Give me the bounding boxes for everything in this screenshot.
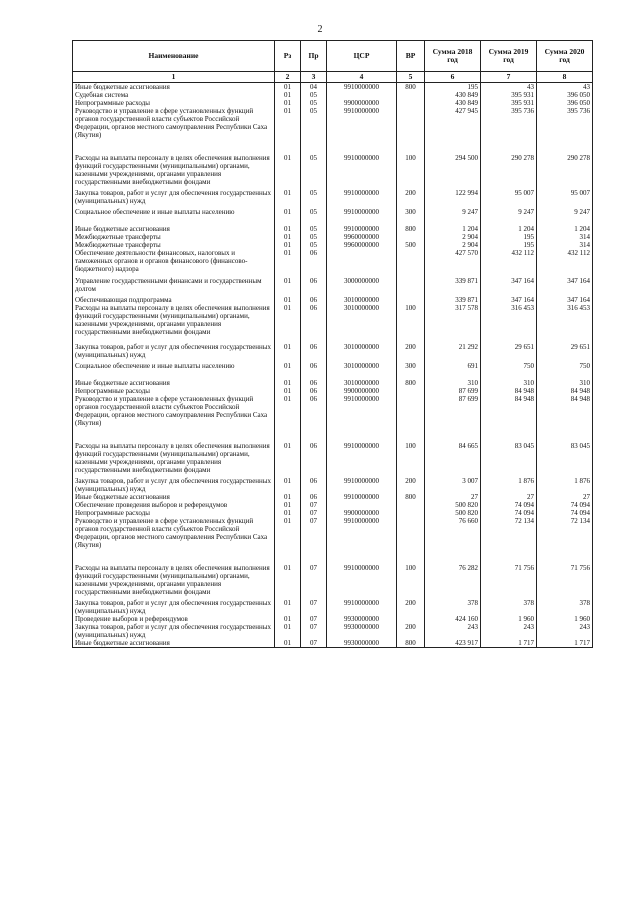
row-name: Закупка товаров, работ и услуг для обеспечения государственных (муниципальных) нужд bbox=[73, 623, 275, 639]
row-sum-2020: 84 948 bbox=[537, 387, 593, 395]
row-csr: 9910000000 bbox=[327, 208, 397, 225]
row-sum-2019: 1 204 bbox=[481, 225, 537, 233]
row-pr: 06 bbox=[301, 304, 327, 343]
row-name: Социальное обеспечение и иные выплаты населению bbox=[73, 362, 275, 379]
row-sum-2020: 396 050 bbox=[537, 91, 593, 99]
row-vr bbox=[397, 395, 425, 442]
row-rz: 01 bbox=[275, 189, 301, 208]
column-number: 1 bbox=[73, 72, 275, 83]
table-row bbox=[73, 189, 593, 208]
row-sum-2018: 339 871 bbox=[425, 277, 481, 296]
row-csr: 9910000000 bbox=[327, 493, 397, 501]
row-csr: 9930000000 bbox=[327, 615, 397, 623]
row-sum-2018: 294 500 bbox=[425, 154, 481, 189]
row-pr: 05 bbox=[301, 99, 327, 107]
row-sum-2020: 314 bbox=[537, 233, 593, 241]
row-sum-2019: 316 453 bbox=[481, 304, 537, 343]
row-sum-2018: 1 204 bbox=[425, 225, 481, 233]
row-csr: 3000000000 bbox=[327, 277, 397, 296]
row-sum-2018: 27 bbox=[425, 493, 481, 501]
row-sum-2019: 72 134 bbox=[481, 517, 537, 564]
row-sum-2020: 1 717 bbox=[537, 639, 593, 648]
row-csr: 9910000000 bbox=[327, 517, 397, 564]
row-rz: 01 bbox=[275, 249, 301, 277]
row-rz: 01 bbox=[275, 277, 301, 296]
row-vr bbox=[397, 387, 425, 395]
row-name: Расходы на выплаты персоналу в целях обеспечения выполнения функций государственными (муниципальными) органами, казенными учреждениями, органами управления государственными внебюджетными фондами bbox=[73, 304, 275, 343]
row-sum-2019: 83 045 bbox=[481, 442, 537, 477]
row-vr: 200 bbox=[397, 343, 425, 362]
table-row bbox=[73, 599, 593, 615]
row-sum-2019: 43 bbox=[481, 83, 537, 92]
row-sum-2020: 27 bbox=[537, 493, 593, 501]
row-sum-2020: 750 bbox=[537, 362, 593, 379]
table-row bbox=[73, 639, 593, 648]
row-name: Расходы на выплаты персоналу в целях обеспечения выполнения функций государственными (муниципальными) органами, казенными учреждениями, органами управления государственными внебюджетными фондами bbox=[73, 564, 275, 599]
table-row bbox=[73, 509, 593, 517]
row-sum-2020: 29 651 bbox=[537, 343, 593, 362]
row-sum-2020: 74 094 bbox=[537, 501, 593, 509]
row-pr: 05 bbox=[301, 189, 327, 208]
row-csr: 9910000000 bbox=[327, 442, 397, 477]
row-rz: 01 bbox=[275, 639, 301, 648]
row-csr: 9910000000 bbox=[327, 189, 397, 208]
row-vr: 100 bbox=[397, 304, 425, 343]
row-sum-2019: 195 bbox=[481, 241, 537, 249]
row-vr: 800 bbox=[397, 83, 425, 92]
row-sum-2020: 83 045 bbox=[537, 442, 593, 477]
row-pr: 05 bbox=[301, 225, 327, 233]
row-sum-2018: 21 292 bbox=[425, 343, 481, 362]
row-sum-2019: 27 bbox=[481, 493, 537, 501]
row-csr: 9900000000 bbox=[327, 99, 397, 107]
row-rz: 01 bbox=[275, 233, 301, 241]
table-row bbox=[73, 615, 593, 623]
row-sum-2019: 395 931 bbox=[481, 91, 537, 99]
row-sum-2019: 243 bbox=[481, 623, 537, 639]
row-sum-2019: 84 948 bbox=[481, 387, 537, 395]
row-rz: 01 bbox=[275, 387, 301, 395]
row-sum-2019: 1 876 bbox=[481, 477, 537, 493]
row-sum-2020: 310 bbox=[537, 379, 593, 387]
row-rz: 01 bbox=[275, 599, 301, 615]
header-csr: ЦСР bbox=[327, 41, 397, 72]
row-sum-2018: 500 820 bbox=[425, 501, 481, 509]
row-csr: 9960000000 bbox=[327, 241, 397, 249]
column-number: 5 bbox=[397, 72, 425, 83]
row-csr: 9910000000 bbox=[327, 395, 397, 442]
column-number: 6 bbox=[425, 72, 481, 83]
row-name: Расходы на выплаты персоналу в целях обеспечения выполнения функций государственными (муниципальными) органами, казенными учреждениями, органами управления государственными внебюджетными фондами bbox=[73, 442, 275, 477]
row-sum-2018: 427 570 bbox=[425, 249, 481, 277]
row-name: Закупка товаров, работ и услуг для обеспечения государственных (муниципальных) нужд bbox=[73, 599, 275, 615]
row-name: Судебная система bbox=[73, 91, 275, 99]
table-row bbox=[73, 343, 593, 362]
column-number: 7 bbox=[481, 72, 537, 83]
row-rz: 01 bbox=[275, 296, 301, 304]
row-pr: 06 bbox=[301, 362, 327, 379]
row-sum-2019: 395 931 bbox=[481, 99, 537, 107]
row-csr: 9960000000 bbox=[327, 233, 397, 241]
row-vr bbox=[397, 517, 425, 564]
row-sum-2018: 310 bbox=[425, 379, 481, 387]
row-rz: 01 bbox=[275, 517, 301, 564]
row-sum-2020: 432 112 bbox=[537, 249, 593, 277]
row-sum-2020: 290 278 bbox=[537, 154, 593, 189]
row-sum-2018: 195 bbox=[425, 83, 481, 92]
row-sum-2018: 430 849 bbox=[425, 99, 481, 107]
row-pr: 06 bbox=[301, 296, 327, 304]
row-csr: 9910000000 bbox=[327, 83, 397, 92]
row-vr: 100 bbox=[397, 564, 425, 599]
table-row bbox=[73, 225, 593, 233]
row-name: Руководство и управление в сфере установленных функций органов государственной власти субъектов Российской Федерации, органов местного самоуправления Республики Саха (Якутия) bbox=[73, 107, 275, 154]
row-rz: 01 bbox=[275, 91, 301, 99]
table-row bbox=[73, 249, 593, 277]
row-rz: 01 bbox=[275, 362, 301, 379]
table-row bbox=[73, 395, 593, 442]
row-name: Социальное обеспечение и иные выплаты населению bbox=[73, 208, 275, 225]
row-csr: 3010000000 bbox=[327, 304, 397, 343]
row-pr: 07 bbox=[301, 501, 327, 509]
row-sum-2019: 750 bbox=[481, 362, 537, 379]
row-sum-2018: 2 904 bbox=[425, 241, 481, 249]
row-sum-2020: 84 948 bbox=[537, 395, 593, 442]
row-sum-2020: 396 050 bbox=[537, 99, 593, 107]
row-vr: 800 bbox=[397, 379, 425, 387]
row-sum-2019: 95 007 bbox=[481, 189, 537, 208]
row-name: Непрограммные расходы bbox=[73, 99, 275, 107]
row-sum-2020: 243 bbox=[537, 623, 593, 639]
header-rz: Рз bbox=[275, 41, 301, 72]
row-vr: 200 bbox=[397, 623, 425, 639]
row-rz: 01 bbox=[275, 509, 301, 517]
row-csr: 9910000000 bbox=[327, 599, 397, 615]
header-sum-2018: Сумма 2018 год bbox=[425, 41, 481, 72]
row-sum-2019: 9 247 bbox=[481, 208, 537, 225]
row-name: Управление государственными финансами и государственным долгом bbox=[73, 277, 275, 296]
row-sum-2018: 427 945 bbox=[425, 107, 481, 154]
table-row bbox=[73, 154, 593, 189]
row-sum-2020: 347 164 bbox=[537, 277, 593, 296]
table-row bbox=[73, 501, 593, 509]
row-vr: 200 bbox=[397, 477, 425, 493]
row-sum-2018: 9 247 bbox=[425, 208, 481, 225]
row-name: Непрограммные расходы bbox=[73, 509, 275, 517]
row-pr: 05 bbox=[301, 107, 327, 154]
row-csr: 9900000000 bbox=[327, 509, 397, 517]
row-sum-2020: 378 bbox=[537, 599, 593, 615]
row-sum-2019: 1 717 bbox=[481, 639, 537, 648]
table-row bbox=[73, 387, 593, 395]
row-name: Непрограммные расходы bbox=[73, 387, 275, 395]
row-name: Закупка товаров, работ и услуг для обеспечения государственных (муниципальных) нужд bbox=[73, 477, 275, 493]
row-name: Иные бюджетные ассигнования bbox=[73, 83, 275, 92]
row-pr: 05 bbox=[301, 91, 327, 99]
table-header-row bbox=[73, 41, 593, 72]
row-sum-2020: 1 204 bbox=[537, 225, 593, 233]
row-sum-2019: 378 bbox=[481, 599, 537, 615]
row-pr: 06 bbox=[301, 379, 327, 387]
row-sum-2019: 347 164 bbox=[481, 277, 537, 296]
row-rz: 01 bbox=[275, 501, 301, 509]
row-name: Межбюджетные трансферты bbox=[73, 233, 275, 241]
row-sum-2020: 43 bbox=[537, 83, 593, 92]
row-vr: 500 bbox=[397, 241, 425, 249]
row-rz: 01 bbox=[275, 615, 301, 623]
table-row bbox=[73, 83, 593, 92]
row-pr: 07 bbox=[301, 623, 327, 639]
row-csr: 3010000000 bbox=[327, 343, 397, 362]
row-sum-2019: 290 278 bbox=[481, 154, 537, 189]
header-vr: ВР bbox=[397, 41, 425, 72]
row-vr: 100 bbox=[397, 442, 425, 477]
row-rz: 01 bbox=[275, 493, 301, 501]
row-pr: 07 bbox=[301, 615, 327, 623]
row-vr bbox=[397, 233, 425, 241]
row-csr: 9930000000 bbox=[327, 639, 397, 648]
row-sum-2019: 74 094 bbox=[481, 501, 537, 509]
row-rz: 01 bbox=[275, 241, 301, 249]
row-csr: 9910000000 bbox=[327, 107, 397, 154]
row-rz: 01 bbox=[275, 99, 301, 107]
column-number: 3 bbox=[301, 72, 327, 83]
row-vr bbox=[397, 501, 425, 509]
row-pr: 06 bbox=[301, 477, 327, 493]
row-csr: 9910000000 bbox=[327, 225, 397, 233]
table-row bbox=[73, 564, 593, 599]
table-row bbox=[73, 493, 593, 501]
row-rz: 01 bbox=[275, 208, 301, 225]
row-csr: 3010000000 bbox=[327, 362, 397, 379]
row-sum-2020: 316 453 bbox=[537, 304, 593, 343]
row-sum-2020: 314 bbox=[537, 241, 593, 249]
row-name: Расходы на выплаты персоналу в целях обеспечения выполнения функций государственными (муниципальными) органами, казенными учреждениями, органами управления государственными внебюджетными фондами bbox=[73, 154, 275, 189]
header-name: Наименование bbox=[73, 41, 275, 72]
row-csr: 9910000000 bbox=[327, 564, 397, 599]
table-row bbox=[73, 99, 593, 107]
row-name: Межбюджетные трансферты bbox=[73, 241, 275, 249]
row-name: Проведение выборов и референдумов bbox=[73, 615, 275, 623]
row-vr: 200 bbox=[397, 189, 425, 208]
row-sum-2020: 9 247 bbox=[537, 208, 593, 225]
column-number-row bbox=[73, 72, 593, 83]
row-sum-2018: 424 160 bbox=[425, 615, 481, 623]
row-sum-2018: 76 282 bbox=[425, 564, 481, 599]
row-rz: 01 bbox=[275, 477, 301, 493]
row-pr: 07 bbox=[301, 599, 327, 615]
budget-table bbox=[72, 40, 593, 648]
row-rz: 01 bbox=[275, 343, 301, 362]
row-sum-2019: 310 bbox=[481, 379, 537, 387]
row-pr: 06 bbox=[301, 387, 327, 395]
row-rz: 01 bbox=[275, 83, 301, 92]
row-sum-2018: 122 994 bbox=[425, 189, 481, 208]
row-rz: 01 bbox=[275, 304, 301, 343]
row-name: Иные бюджетные ассигнования bbox=[73, 493, 275, 501]
row-name: Обеспечение деятельности финансовых, налоговых и таможенных органов и органов финансового (финансово-бюджетного) надзора bbox=[73, 249, 275, 277]
row-vr bbox=[397, 249, 425, 277]
column-number: 4 bbox=[327, 72, 397, 83]
row-vr: 800 bbox=[397, 639, 425, 648]
row-pr: 05 bbox=[301, 233, 327, 241]
row-rz: 01 bbox=[275, 107, 301, 154]
row-sum-2019: 71 756 bbox=[481, 564, 537, 599]
row-sum-2018: 76 660 bbox=[425, 517, 481, 564]
row-sum-2020: 347 164 bbox=[537, 296, 593, 304]
row-vr bbox=[397, 91, 425, 99]
page-number: 2 bbox=[317, 24, 323, 35]
row-vr: 100 bbox=[397, 154, 425, 189]
table-row bbox=[73, 304, 593, 343]
row-csr: 9910000000 bbox=[327, 154, 397, 189]
row-sum-2019: 347 164 bbox=[481, 296, 537, 304]
row-name: Обеспечивающая подпрограмма bbox=[73, 296, 275, 304]
row-vr: 800 bbox=[397, 493, 425, 501]
table-row bbox=[73, 477, 593, 493]
row-sum-2018: 500 820 bbox=[425, 509, 481, 517]
row-rz: 01 bbox=[275, 379, 301, 387]
table-row bbox=[73, 208, 593, 225]
table-row bbox=[73, 241, 593, 249]
row-rz: 01 bbox=[275, 225, 301, 233]
row-rz: 01 bbox=[275, 442, 301, 477]
row-sum-2019: 395 736 bbox=[481, 107, 537, 154]
row-sum-2019: 432 112 bbox=[481, 249, 537, 277]
row-pr: 07 bbox=[301, 517, 327, 564]
row-vr bbox=[397, 277, 425, 296]
row-name: Иные бюджетные ассигнования bbox=[73, 225, 275, 233]
row-sum-2020: 74 094 bbox=[537, 509, 593, 517]
row-sum-2018: 3 007 bbox=[425, 477, 481, 493]
row-sum-2018: 243 bbox=[425, 623, 481, 639]
row-sum-2020: 1 876 bbox=[537, 477, 593, 493]
row-vr bbox=[397, 107, 425, 154]
row-sum-2018: 2 904 bbox=[425, 233, 481, 241]
row-pr: 06 bbox=[301, 249, 327, 277]
row-sum-2018: 84 665 bbox=[425, 442, 481, 477]
table-row bbox=[73, 277, 593, 296]
row-name: Иные бюджетные ассигнования bbox=[73, 379, 275, 387]
row-pr: 05 bbox=[301, 241, 327, 249]
table-body bbox=[73, 83, 593, 648]
row-sum-2018: 339 871 bbox=[425, 296, 481, 304]
row-sum-2020: 72 134 bbox=[537, 517, 593, 564]
row-sum-2019: 29 651 bbox=[481, 343, 537, 362]
row-pr: 06 bbox=[301, 493, 327, 501]
row-vr: 200 bbox=[397, 599, 425, 615]
row-vr bbox=[397, 99, 425, 107]
row-csr: 9930000000 bbox=[327, 623, 397, 639]
row-sum-2020: 71 756 bbox=[537, 564, 593, 599]
row-sum-2020: 395 736 bbox=[537, 107, 593, 154]
header-sum-2020: Сумма 2020 год bbox=[537, 41, 593, 72]
row-csr bbox=[327, 91, 397, 99]
row-pr: 06 bbox=[301, 343, 327, 362]
row-sum-2020: 95 007 bbox=[537, 189, 593, 208]
row-csr: 3010000000 bbox=[327, 379, 397, 387]
row-name: Руководство и управление в сфере установленных функций органов государственной власти субъектов Российской Федерации, органов местного самоуправления Республики Саха (Якутия) bbox=[73, 517, 275, 564]
row-pr: 06 bbox=[301, 395, 327, 442]
table-row bbox=[73, 233, 593, 241]
row-vr: 800 bbox=[397, 225, 425, 233]
row-pr: 07 bbox=[301, 509, 327, 517]
row-csr: 9910000000 bbox=[327, 477, 397, 493]
row-name: Иные бюджетные ассигнования bbox=[73, 639, 275, 648]
row-rz: 01 bbox=[275, 564, 301, 599]
row-pr: 06 bbox=[301, 442, 327, 477]
table-row bbox=[73, 379, 593, 387]
row-sum-2018: 317 578 bbox=[425, 304, 481, 343]
row-vr: 300 bbox=[397, 208, 425, 225]
row-sum-2018: 87 699 bbox=[425, 395, 481, 442]
row-pr: 06 bbox=[301, 277, 327, 296]
table-row bbox=[73, 362, 593, 379]
column-number: 2 bbox=[275, 72, 301, 83]
row-pr: 04 bbox=[301, 83, 327, 92]
row-sum-2019: 74 094 bbox=[481, 509, 537, 517]
row-vr: 300 bbox=[397, 362, 425, 379]
column-number: 8 bbox=[537, 72, 593, 83]
row-vr bbox=[397, 615, 425, 623]
row-rz: 01 bbox=[275, 623, 301, 639]
table-row bbox=[73, 107, 593, 154]
row-sum-2020: 1 960 bbox=[537, 615, 593, 623]
row-vr bbox=[397, 509, 425, 517]
row-sum-2018: 87 699 bbox=[425, 387, 481, 395]
row-sum-2019: 195 bbox=[481, 233, 537, 241]
row-sum-2018: 423 917 bbox=[425, 639, 481, 648]
row-csr: 3010000000 bbox=[327, 296, 397, 304]
header-pr: Пр bbox=[301, 41, 327, 72]
row-name: Закупка товаров, работ и услуг для обеспечения государственных (муниципальных) нужд bbox=[73, 189, 275, 208]
row-csr bbox=[327, 249, 397, 277]
row-name: Закупка товаров, работ и услуг для обеспечения государственных (муниципальных) нужд bbox=[73, 343, 275, 362]
table-row bbox=[73, 91, 593, 99]
row-sum-2018: 430 849 bbox=[425, 91, 481, 99]
row-rz: 01 bbox=[275, 395, 301, 442]
row-sum-2018: 691 bbox=[425, 362, 481, 379]
header-sum-2019: Сумма 2019 год bbox=[481, 41, 537, 72]
row-pr: 05 bbox=[301, 154, 327, 189]
table-row bbox=[73, 296, 593, 304]
row-vr bbox=[397, 296, 425, 304]
row-sum-2018: 378 bbox=[425, 599, 481, 615]
row-name: Обеспечение проведения выборов и референдумов bbox=[73, 501, 275, 509]
row-name: Руководство и управление в сфере установленных функций органов государственной власти субъектов Российской Федерации, органов местного самоуправления Республики Саха (Якутия) bbox=[73, 395, 275, 442]
row-sum-2019: 84 948 bbox=[481, 395, 537, 442]
table-row bbox=[73, 442, 593, 477]
row-pr: 07 bbox=[301, 564, 327, 599]
row-pr: 07 bbox=[301, 639, 327, 648]
row-rz: 01 bbox=[275, 154, 301, 189]
table-row bbox=[73, 623, 593, 639]
row-sum-2019: 1 960 bbox=[481, 615, 537, 623]
row-csr bbox=[327, 501, 397, 509]
table-row bbox=[73, 517, 593, 564]
row-pr: 05 bbox=[301, 208, 327, 225]
row-csr: 9900000000 bbox=[327, 387, 397, 395]
